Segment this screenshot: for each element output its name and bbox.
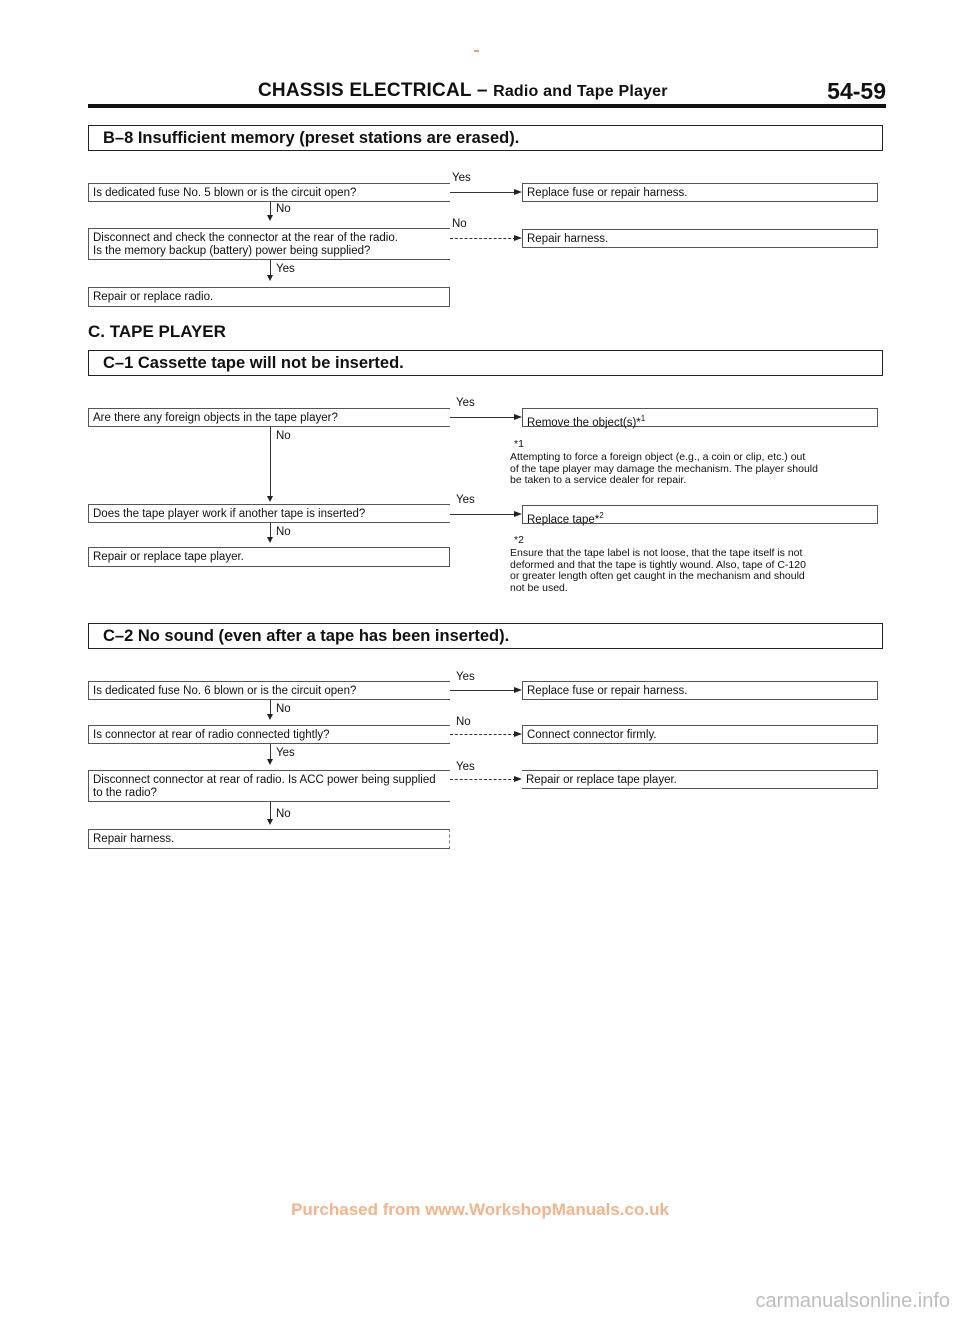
c1-q2-no-label: No <box>276 526 291 538</box>
c2-a1-box <box>522 681 878 700</box>
c1-a1-text: Remove the object(s)* <box>527 416 641 429</box>
c1-a1-footnote-ref: 1 <box>640 414 646 423</box>
c2-q3-box <box>88 770 450 802</box>
page-number: 54-59 <box>827 78 886 104</box>
arrow-right-icon <box>514 687 522 693</box>
c2-q3-yes-connector <box>450 779 516 780</box>
arrow-right-icon <box>514 776 522 782</box>
b8-q2-yes-label: Yes <box>276 263 295 275</box>
title-main: CHASSIS ELECTRICAL <box>258 80 472 101</box>
page-title <box>258 80 668 102</box>
arrow-down-icon <box>267 819 273 825</box>
c1-q2-text: Does the tape player work if another tape is inserted? <box>93 508 366 520</box>
arrow-down-icon <box>267 714 273 720</box>
c1-q1-yes-label: Yes <box>456 397 475 409</box>
c1-note2-line2: deformed and that the tape is tightly wound. Also, tape of C-120 <box>510 558 806 571</box>
b8-title: B–8 Insufficient memory (preset stations are erased). <box>103 129 520 147</box>
b8-q2-box <box>88 228 450 260</box>
b8-q2-no-connector <box>450 238 516 239</box>
c1-a1-box <box>522 408 878 427</box>
title-separator: – <box>476 80 488 101</box>
c2-q2-no-connector <box>450 734 516 735</box>
c2-title: C–2 No sound (even after a tape has been inserted). <box>103 627 510 645</box>
c1-note2-line1: Ensure that the tape label is not loose, that the tape itself is not <box>510 547 803 559</box>
title-subtitle: Radio and Tape Player <box>493 83 668 100</box>
c2-q2-no-label: No <box>456 716 471 728</box>
c2-a3-box <box>522 770 878 789</box>
c2-q1-box <box>88 681 450 700</box>
arrow-right-icon <box>514 414 522 420</box>
b8-q2-line2: Is the memory backup (battery) power being supplied? <box>93 245 371 257</box>
b8-a2-box <box>522 229 878 248</box>
c2-q3-line1: Disconnect connector at rear of radio. Is ACC power being supplied <box>93 774 436 786</box>
c2-a2-box <box>522 725 878 744</box>
c1-title-box <box>88 350 883 376</box>
print-speck <box>474 50 479 52</box>
b8-q1-yes-connector <box>450 192 516 193</box>
c2-a1-text: Replace fuse or repair harness. <box>527 685 688 697</box>
b8-a1-box <box>522 183 878 202</box>
b8-end-text: Repair or replace radio. <box>93 291 214 303</box>
b8-a1-text: Replace fuse or repair harness. <box>527 187 688 199</box>
b8-end-box <box>88 287 450 307</box>
purchase-watermark: Purchased from www.WorkshopManuals.co.uk <box>291 1200 669 1219</box>
c2-q1-yes-label: Yes <box>456 671 475 683</box>
c1-note1 <box>510 452 882 487</box>
c1-note1-mark: *1 <box>514 438 524 450</box>
c2-q3-no-label: No <box>276 808 291 820</box>
arrow-right-icon <box>514 511 522 517</box>
site-watermark: carmanualsonline.info <box>755 1290 950 1312</box>
c2-q3-line2: to the radio? <box>93 787 157 799</box>
arrow-down-icon <box>267 275 273 281</box>
c1-title: C–1 Cassette tape will not be inserted. <box>103 354 404 372</box>
arrow-right-icon <box>514 731 522 737</box>
c1-q2-box <box>88 504 450 523</box>
arrow-down-icon <box>267 496 273 502</box>
c1-note2-mark: *2 <box>514 534 524 546</box>
c2-q3-yes-label: Yes <box>456 761 475 773</box>
b8-q2-no-label: No <box>452 218 467 230</box>
arrow-down-icon <box>267 215 273 221</box>
b8-q1-box <box>88 183 450 202</box>
c1-a2-footnote-ref: 2 <box>599 511 604 520</box>
c1-note2-line4: not be used. <box>510 581 568 594</box>
c2-q1-yes-connector <box>450 690 516 691</box>
b8-q1-yes-label: Yes <box>452 172 471 184</box>
c1-q2-yes-connector <box>450 514 516 515</box>
c2-q1-text: Is dedicated fuse No. 6 blown or is the circuit open? <box>93 685 357 697</box>
c1-q2-yes-label: Yes <box>456 494 475 506</box>
c1-q1-yes-connector <box>450 417 516 418</box>
section-c-heading: C. TAPE PLAYER <box>88 322 226 341</box>
c1-note1-line3: be taken to a service dealer for repair. <box>510 474 687 486</box>
c2-end-text: Repair harness. <box>93 833 175 845</box>
c2-q2-box <box>88 725 450 744</box>
b8-q1-text: Is dedicated fuse No. 5 blown or is the circuit open? <box>93 187 357 199</box>
c1-note1-line2: of the tape player may damage the mechanism. The player should <box>510 462 818 475</box>
b8-q1-no-label: No <box>276 203 291 215</box>
c2-a2-text: Connect connector firmly. <box>527 729 657 741</box>
arrow-right-icon <box>514 189 522 195</box>
c2-q1-no-label: No <box>276 703 291 715</box>
c1-note1-line1: Attempting to force a foreign object (e.g., a coin or clip, etc.) out <box>510 451 806 463</box>
c1-a2-box <box>522 505 878 524</box>
c1-a2-text: Replace tape* <box>527 513 600 526</box>
b8-title-box <box>88 125 883 151</box>
c1-q1-text: Are there any foreign objects in the tape player? <box>93 412 338 424</box>
c1-note2 <box>510 548 882 594</box>
c1-note2-line3: or greater length often get caught in the mechanism and should <box>510 570 805 582</box>
b8-a2-text: Repair harness. <box>527 233 609 245</box>
c2-a3-text: Repair or replace tape player. <box>526 774 677 786</box>
arrow-down-icon <box>267 537 273 543</box>
header-rule <box>88 104 886 108</box>
c1-q1-box <box>88 408 450 427</box>
arrow-right-icon <box>514 235 522 241</box>
arrow-down-icon <box>267 759 273 765</box>
c2-q2-text: Is connector at rear of radio connected tightly? <box>93 729 330 741</box>
c1-q1-no-connector <box>270 427 271 500</box>
c1-end-box <box>88 547 450 567</box>
c2-q2-yes-label: Yes <box>276 747 295 759</box>
c1-end-text: Repair or replace tape player. <box>93 551 244 563</box>
c1-q1-no-label: No <box>276 430 291 442</box>
c2-title-box <box>88 623 883 649</box>
c2-end-box <box>88 829 450 849</box>
b8-q2-line1: Disconnect and check the connector at the rear of the radio. <box>93 232 398 244</box>
